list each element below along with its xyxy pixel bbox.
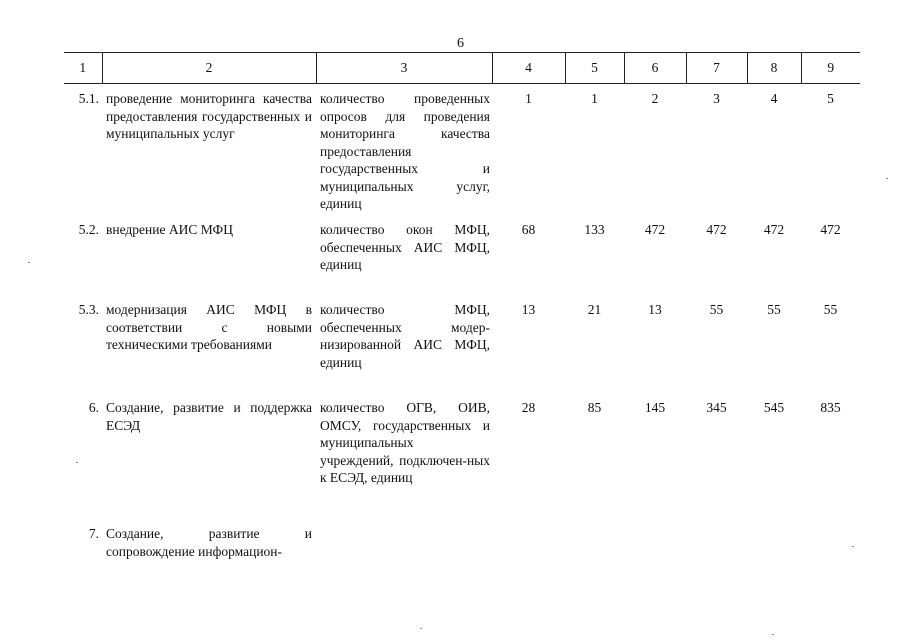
value-col-6: 13 [648, 302, 662, 317]
row-number: 5.3. [78, 302, 99, 317]
indicator-text: количество ОГВ, ОИВ, ОМСУ, государственных и муниципальных учреждений, подключен-ных к ЕСЭД, единиц [320, 400, 490, 485]
scan-speck [852, 546, 854, 547]
value-col-7: 345 [706, 400, 727, 415]
value-col-5 [565, 525, 624, 575]
header-col-5: 5 [565, 53, 624, 84]
value-col-9 [801, 525, 860, 575]
value-col-9: 55 [823, 302, 838, 317]
value-col-7: 55 [709, 302, 724, 317]
table-row [64, 221, 860, 301]
header-col-2: 2 [102, 53, 316, 84]
header-col-9: 9 [801, 53, 860, 84]
scan-speck [76, 462, 78, 463]
measure-name: модернизация АИС МФЦ в соответствии с новыми техническими требованиями [106, 302, 312, 352]
row-number: 5.1. [78, 91, 99, 106]
header-col-1: 1 [64, 53, 102, 84]
table-row [64, 399, 860, 525]
value-col-9: 5 [827, 91, 834, 106]
indicator-text: количество проведенных опросов для проведения мониторинга качества предоставления государственных и муниципальных услуг, единиц [320, 91, 490, 211]
header-col-7: 7 [686, 53, 747, 84]
header-col-3: 3 [316, 53, 492, 84]
measure-name: Создание, развитие и сопровождение информацион- [106, 526, 312, 559]
value-col-9: 835 [820, 400, 841, 415]
value-col-8: 55 [767, 302, 781, 317]
value-col-5: 85 [587, 400, 602, 415]
indicator-text [316, 525, 492, 575]
scan-speck [28, 262, 30, 263]
value-col-5: 133 [584, 222, 605, 237]
value-col-4: 28 [521, 400, 536, 415]
table-row [64, 84, 860, 222]
row-number: 7. [88, 526, 99, 541]
value-col-6: 145 [644, 400, 666, 415]
value-col-9: 472 [820, 222, 841, 237]
value-col-5: 1 [591, 91, 598, 106]
scan-speck [886, 178, 888, 179]
value-col-7 [686, 525, 747, 575]
header-row [64, 53, 860, 84]
table-row [64, 301, 860, 399]
value-col-8: 472 [763, 222, 785, 237]
header-col-8: 8 [747, 53, 801, 84]
value-col-7: 3 [713, 91, 720, 106]
indicator-text: количество МФЦ, обеспеченных модер-низированной АИС МФЦ, единиц [320, 302, 490, 370]
page-number: 6 [457, 36, 464, 51]
header-col-6: 6 [624, 53, 686, 84]
value-col-4 [492, 525, 565, 575]
header-col-4: 4 [492, 53, 565, 84]
measure-name: внедрение АИС МФЦ [106, 222, 233, 237]
row-number: 5.2. [78, 222, 99, 237]
value-col-4: 68 [521, 222, 536, 237]
scan-speck [772, 634, 774, 635]
table-row [64, 525, 860, 575]
value-col-4: 13 [521, 302, 536, 317]
value-col-8: 545 [763, 400, 785, 415]
value-col-4: 1 [525, 91, 532, 106]
value-col-6: 2 [651, 91, 659, 106]
indicators-table [64, 52, 860, 575]
scan-speck [420, 628, 422, 629]
value-col-6: 472 [644, 222, 666, 237]
value-col-6 [624, 525, 686, 575]
measure-name: проведение мониторинга качества предоставления государственных и муниципальных услуг [106, 91, 312, 141]
row-number: 6. [88, 400, 99, 415]
value-col-8 [747, 525, 801, 575]
value-col-7: 472 [706, 222, 727, 237]
indicator-text: количество окон МФЦ, обеспеченных АИС МФЦ, единиц [320, 222, 490, 272]
value-col-8: 4 [770, 91, 778, 106]
value-col-5: 21 [587, 302, 602, 317]
measure-name: Создание, развитие и поддержка ЕСЭД [106, 400, 312, 433]
